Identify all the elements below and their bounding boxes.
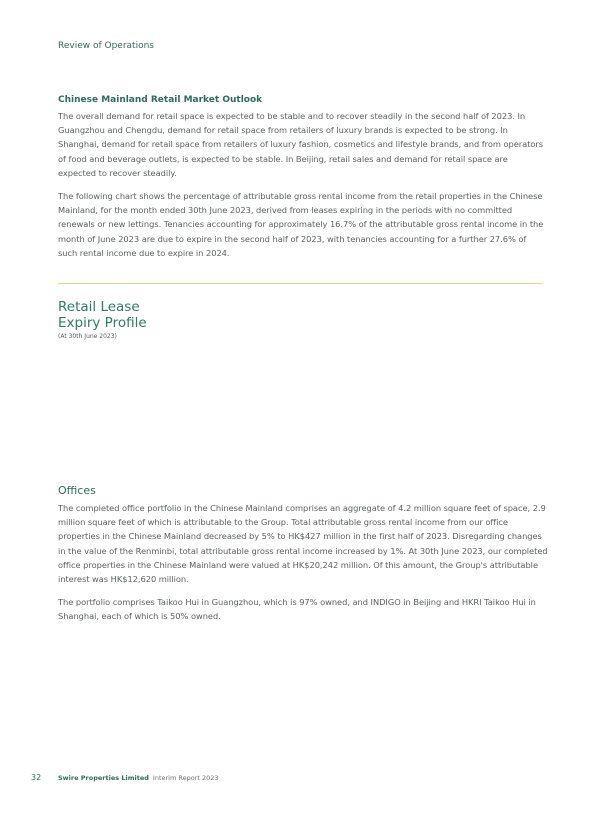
footer-report: Interim Report 2023 — [152, 774, 219, 782]
retail-outlook-paragraph-2: The following chart shows the percentage of attributable gross rental income from the retail properties in the Chinese Mainland, for the month ended 30th June 2023, derived from leases expiring in the periods with no committed renewals or new lettings. Tenancies accounting for approximately 16.7% of the attributable gross rental income in the month of June 2023 are due to expire in the second half of 2023, with tenancies accounting for a further 27.6% of such rental income due to expire in 2024. — [58, 191, 544, 258]
retail-outlook-heading: Chinese Mainland Retail Market Outlook — [58, 95, 263, 105]
chart-title-line-2: Expiry Profile — [58, 315, 147, 331]
chart-title — [58, 299, 147, 331]
offices-section — [58, 501, 548, 624]
chart-area-blank — [58, 350, 543, 470]
retail-outlook-paragraph-1: The overall demand for retail space is expected to be stable and to recover steadily in the second half of 2023. In Guangzhou and Chengdu, demand for retail space from retailers of luxury brands is expected to be strong. In Shanghai, demand for retail space from retailers of luxury fashion, cosmetics and lifestyle brands, and from operators of food and beverage outlets, is expected to be stable. In Beijing, retail sales and demand for retail space are expected to recover steadily. — [58, 111, 544, 178]
running-header: Review of Operations — [58, 41, 154, 51]
page-number: 32 — [31, 773, 42, 782]
chart-subtitle: (At 30th June 2023) — [58, 333, 117, 340]
chart-title-line-1: Retail Lease — [58, 299, 140, 315]
footer-company: Swire Properties Limited — [58, 774, 149, 782]
retail-outlook-section — [58, 95, 548, 260]
offices-paragraph-1: The completed office portfolio in the Chinese Mainland comprises an aggregate of 4.2 million square feet of space, 2.9 million square feet of which is attributable to the Group. Total attributable gross rental income from our office properties in the Chinese Mainland decreased by 5% to HK$427 million in the first half of 2023. Disregarding changes in the value of the Renminbi, total attributable gross rental income increased by 1%. At 30th June 2023, our completed office properties in the Chinese Mainland were valued at HK$20,242 million. Of this amount, the Group's attributable interest was HK$12,620 million. — [58, 503, 548, 585]
page-footer — [31, 773, 219, 782]
offices-paragraph-2: The portfolio comprises Taikoo Hui in Guangzhou, which is 97% owned, and INDIGO in Beijing and HKRI Taikoo Hui in Shanghai, each of which is 50% owned. — [58, 597, 536, 622]
section-divider — [58, 283, 543, 284]
offices-heading: Offices — [58, 484, 96, 497]
